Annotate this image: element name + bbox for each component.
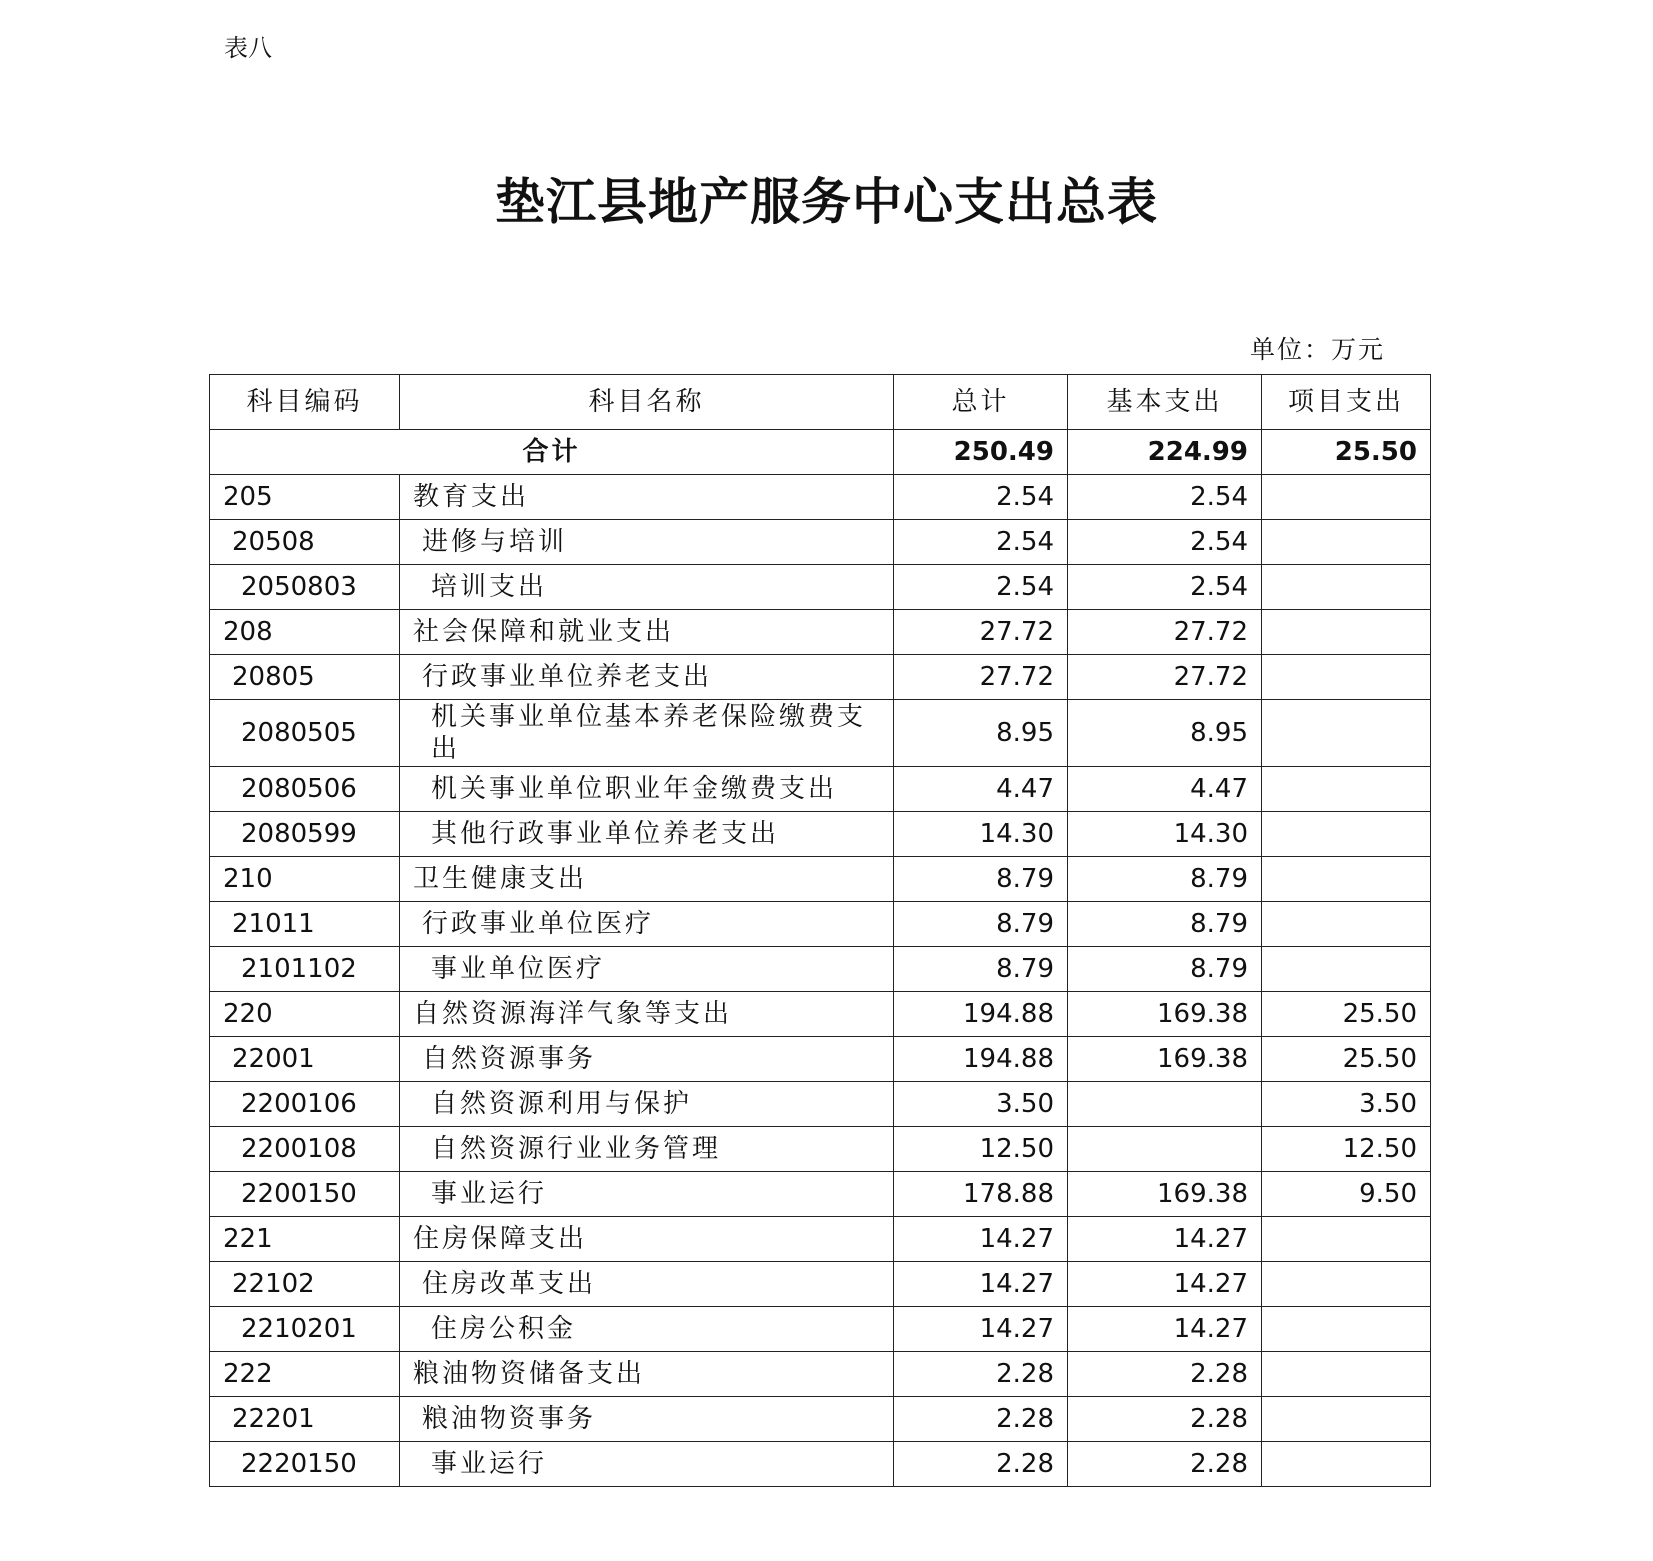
row-name: 社会保障和就业支出 [400, 610, 894, 655]
row-basic [1068, 1082, 1262, 1127]
header-basic: 基本支出 [1068, 375, 1262, 430]
table-row [210, 1082, 1431, 1127]
row-total: 14.27 [894, 1307, 1068, 1352]
table-row [210, 1352, 1431, 1397]
row-code: 22001 [210, 1037, 400, 1082]
row-total: 2.28 [894, 1352, 1068, 1397]
table-row [210, 767, 1431, 812]
table-row [210, 902, 1431, 947]
table-row [210, 1217, 1431, 1262]
row-code: 2080505 [210, 700, 400, 767]
row-name: 行政事业单位医疗 [400, 902, 894, 947]
row-project [1262, 610, 1431, 655]
row-basic: 14.27 [1068, 1217, 1262, 1262]
row-project [1262, 902, 1431, 947]
row-name: 粮油物资事务 [400, 1397, 894, 1442]
table-row [210, 1172, 1431, 1217]
row-total: 8.79 [894, 857, 1068, 902]
row-total: 2.28 [894, 1442, 1068, 1487]
row-total: 2.28 [894, 1397, 1068, 1442]
row-total: 2.54 [894, 520, 1068, 565]
row-code: 208 [210, 610, 400, 655]
row-project [1262, 857, 1431, 902]
table-row [210, 1442, 1431, 1487]
table-number: 表八 [224, 34, 272, 62]
row-project: 25.50 [1262, 1037, 1431, 1082]
row-code: 20508 [210, 520, 400, 565]
table-row [210, 565, 1431, 610]
row-total: 27.72 [894, 655, 1068, 700]
row-basic: 4.47 [1068, 767, 1262, 812]
row-code: 2210201 [210, 1307, 400, 1352]
row-name: 行政事业单位养老支出 [400, 655, 894, 700]
row-project: 9.50 [1262, 1172, 1431, 1217]
table-row [210, 610, 1431, 655]
row-code: 210 [210, 857, 400, 902]
header-project: 项目支出 [1262, 375, 1431, 430]
row-basic: 27.72 [1068, 655, 1262, 700]
row-total: 8.95 [894, 700, 1068, 767]
total-total: 250.49 [894, 430, 1068, 475]
page-title: 垫江县地产服务中心支出总表 [495, 172, 1158, 231]
row-basic: 2.54 [1068, 475, 1262, 520]
row-code: 2200106 [210, 1082, 400, 1127]
row-project [1262, 700, 1431, 767]
row-name: 机关事业单位基本养老保险缴费支出 [400, 700, 894, 767]
row-total: 194.88 [894, 1037, 1068, 1082]
row-total: 2.54 [894, 475, 1068, 520]
row-name: 粮油物资储备支出 [400, 1352, 894, 1397]
row-name: 事业单位医疗 [400, 947, 894, 992]
total-basic: 224.99 [1068, 430, 1262, 475]
row-project [1262, 1307, 1431, 1352]
row-name: 教育支出 [400, 475, 894, 520]
row-basic: 8.79 [1068, 947, 1262, 992]
row-code: 220 [210, 992, 400, 1037]
row-total: 8.79 [894, 947, 1068, 992]
row-project [1262, 1397, 1431, 1442]
row-total: 12.50 [894, 1127, 1068, 1172]
expenditure-table [209, 374, 1431, 1487]
table-row [210, 857, 1431, 902]
row-code: 2220150 [210, 1442, 400, 1487]
row-basic [1068, 1127, 1262, 1172]
row-basic: 14.30 [1068, 812, 1262, 857]
row-basic: 169.38 [1068, 1172, 1262, 1217]
row-code: 22102 [210, 1262, 400, 1307]
table-row [210, 992, 1431, 1037]
row-code: 2101102 [210, 947, 400, 992]
row-code: 2080506 [210, 767, 400, 812]
header-total: 总计 [894, 375, 1068, 430]
row-project: 3.50 [1262, 1082, 1431, 1127]
table-row [210, 655, 1431, 700]
row-code: 21011 [210, 902, 400, 947]
row-code: 2050803 [210, 565, 400, 610]
row-name: 机关事业单位职业年金缴费支出 [400, 767, 894, 812]
row-code: 2080599 [210, 812, 400, 857]
row-project [1262, 655, 1431, 700]
row-total: 2.54 [894, 565, 1068, 610]
row-basic: 14.27 [1068, 1262, 1262, 1307]
row-project [1262, 1442, 1431, 1487]
row-total: 14.30 [894, 812, 1068, 857]
row-name: 事业运行 [400, 1442, 894, 1487]
row-name: 事业运行 [400, 1172, 894, 1217]
row-name: 自然资源事务 [400, 1037, 894, 1082]
row-basic: 169.38 [1068, 1037, 1262, 1082]
row-basic: 27.72 [1068, 610, 1262, 655]
table-row [210, 1307, 1431, 1352]
row-basic: 169.38 [1068, 992, 1262, 1037]
row-total: 4.47 [894, 767, 1068, 812]
row-basic: 2.28 [1068, 1397, 1262, 1442]
row-project [1262, 947, 1431, 992]
row-code: 20805 [210, 655, 400, 700]
row-name: 培训支出 [400, 565, 894, 610]
header-name: 科目名称 [400, 375, 894, 430]
row-basic: 14.27 [1068, 1307, 1262, 1352]
row-basic: 2.28 [1068, 1442, 1262, 1487]
row-project [1262, 565, 1431, 610]
row-code: 2200150 [210, 1172, 400, 1217]
row-name: 住房保障支出 [400, 1217, 894, 1262]
row-name: 自然资源海洋气象等支出 [400, 992, 894, 1037]
table-row [210, 520, 1431, 565]
row-code: 22201 [210, 1397, 400, 1442]
table-row [210, 1397, 1431, 1442]
row-name: 其他行政事业单位养老支出 [400, 812, 894, 857]
row-project [1262, 1262, 1431, 1307]
row-total: 14.27 [894, 1262, 1068, 1307]
row-total: 27.72 [894, 610, 1068, 655]
total-project: 25.50 [1262, 430, 1431, 475]
row-basic: 2.28 [1068, 1352, 1262, 1397]
table-row [210, 1262, 1431, 1307]
table-row [210, 947, 1431, 992]
row-code: 221 [210, 1217, 400, 1262]
row-name: 进修与培训 [400, 520, 894, 565]
row-total: 3.50 [894, 1082, 1068, 1127]
row-total: 178.88 [894, 1172, 1068, 1217]
unit-label: 单位：万元 [1250, 335, 1386, 364]
row-code: 205 [210, 475, 400, 520]
row-name: 卫生健康支出 [400, 857, 894, 902]
table-row [210, 475, 1431, 520]
row-basic: 2.54 [1068, 520, 1262, 565]
row-project [1262, 812, 1431, 857]
row-basic: 2.54 [1068, 565, 1262, 610]
total-row [210, 430, 1431, 475]
table-row [210, 1127, 1431, 1172]
row-project [1262, 767, 1431, 812]
row-project [1262, 1352, 1431, 1397]
row-project: 25.50 [1262, 992, 1431, 1037]
row-code: 2200108 [210, 1127, 400, 1172]
total-label: 合计 [210, 430, 894, 475]
row-name: 自然资源行业业务管理 [400, 1127, 894, 1172]
table-row [210, 812, 1431, 857]
header-code: 科目编码 [210, 375, 400, 430]
row-basic: 8.79 [1068, 857, 1262, 902]
row-basic: 8.95 [1068, 700, 1262, 767]
row-project [1262, 1217, 1431, 1262]
table-row [210, 700, 1431, 767]
row-total: 194.88 [894, 992, 1068, 1037]
row-code: 222 [210, 1352, 400, 1397]
table-row [210, 1037, 1431, 1082]
row-project: 12.50 [1262, 1127, 1431, 1172]
row-basic: 8.79 [1068, 902, 1262, 947]
row-project [1262, 520, 1431, 565]
row-total: 14.27 [894, 1217, 1068, 1262]
row-name: 住房改革支出 [400, 1262, 894, 1307]
row-name: 住房公积金 [400, 1307, 894, 1352]
row-name: 自然资源利用与保护 [400, 1082, 894, 1127]
row-total: 8.79 [894, 902, 1068, 947]
header-row [210, 375, 1431, 430]
row-project [1262, 475, 1431, 520]
